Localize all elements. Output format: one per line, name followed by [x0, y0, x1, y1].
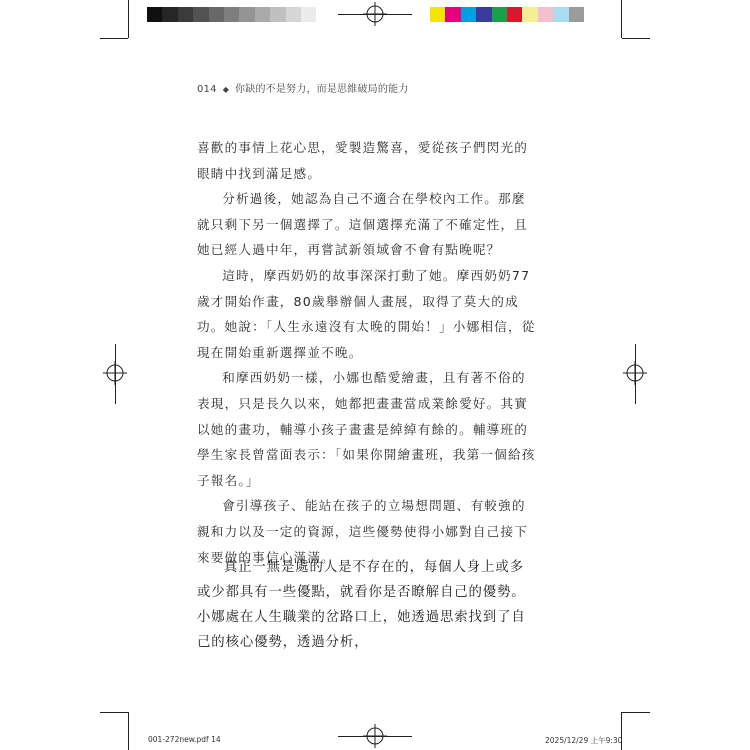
- slug-file-name: 001-272new.pdf 14: [148, 735, 221, 744]
- process-color-bar: [430, 7, 584, 22]
- paragraph: 和摩西奶奶一樣，小娜也酷愛繪畫，且有著不俗的表現，只是長久以來，她都把畫畫當成業餘愛好。其實以她的畫功，輔導小孩子畫畫是綽綽有餘的。輔導班的學生家長曾當面表示：「如果你開繪畫班，我第一個給孩子報名。」: [197, 370, 536, 488]
- crop-mark-bottom-left-horizontal: [100, 712, 128, 713]
- registration-line-left: [115, 344, 116, 404]
- gray-swatch: [193, 7, 208, 22]
- color-swatch: [507, 7, 522, 22]
- highlight-section: [197, 555, 537, 655]
- gray-swatch: [255, 7, 270, 22]
- color-swatch: [569, 7, 584, 22]
- color-swatch: [522, 7, 537, 22]
- book-title: 你缺的不是努力，而是思維破局的能力: [235, 84, 409, 95]
- color-swatch: [445, 7, 460, 22]
- body-text-section: [197, 135, 537, 570]
- header-separator: ◆: [222, 85, 230, 94]
- crop-mark-bottom-left-vertical: [128, 712, 129, 750]
- slug-timestamp: 2025/12/29 上午9:30: [545, 736, 623, 745]
- color-swatch: [461, 7, 476, 22]
- crop-mark-top-right-horizontal: [622, 38, 650, 39]
- page-number: 014: [197, 84, 217, 95]
- gray-swatch: [147, 7, 162, 22]
- crop-mark-bottom-right-horizontal: [622, 712, 650, 713]
- crop-mark-top-left-vertical: [128, 0, 129, 38]
- gray-swatch: [178, 7, 193, 22]
- color-swatch: [430, 7, 445, 22]
- registration-line-top: [338, 14, 412, 15]
- running-header: [197, 80, 408, 95]
- color-swatch: [553, 7, 568, 22]
- color-swatch: [476, 7, 491, 22]
- color-swatch: [538, 7, 553, 22]
- paragraph-continuation: 喜歡的事情上花心思，愛製造驚喜，愛從孩子們閃光的眼睛中找到滿足感。: [197, 140, 529, 181]
- highlight-paragraph: 真正一無是處的人是不存在的，每個人身上或多或少都具有一些優點，就看你是否瞭解自己的優勢。小娜處在人生職業的岔路口上，她透過思索找到了自己的核心優勢，透過分析，: [197, 560, 526, 650]
- gray-swatch: [270, 7, 285, 22]
- paragraph: 這時，摩西奶奶的故事深深打動了她。摩西奶奶77歲才開始作畫，80歲舉辦個人畫展，取得了莫大的成功。她說：「人生永遠沒有太晚的開始！」小娜相信，從現在開始重新選擇並不晚。: [197, 267, 536, 360]
- crop-mark-top-right-vertical: [621, 0, 622, 38]
- gray-swatch: [301, 7, 316, 22]
- paragraph: 分析過後，她認為自己不適合在學校內工作。那麼就只剩下另一個選擇了。這個選擇充滿了不確定性，且她已經人過中年，再嘗試新領域會不會有點晚呢？: [197, 191, 529, 258]
- registration-line-right: [635, 344, 636, 404]
- gray-swatch: [209, 7, 224, 22]
- grayscale-color-bar: [147, 7, 316, 22]
- paragraph: 會引導孩子、能站在孩子的立場想問題、有較強的親和力以及一定的資源，這些優勢使得小娜對自己接下來要做的事信心滿滿。: [197, 498, 529, 565]
- gray-swatch: [239, 7, 254, 22]
- crop-mark-top-left-horizontal: [100, 38, 128, 39]
- registration-line-bottom: [338, 736, 412, 737]
- gray-swatch: [224, 7, 239, 22]
- color-swatch: [492, 7, 507, 22]
- gray-swatch: [162, 7, 177, 22]
- gray-swatch: [286, 7, 301, 22]
